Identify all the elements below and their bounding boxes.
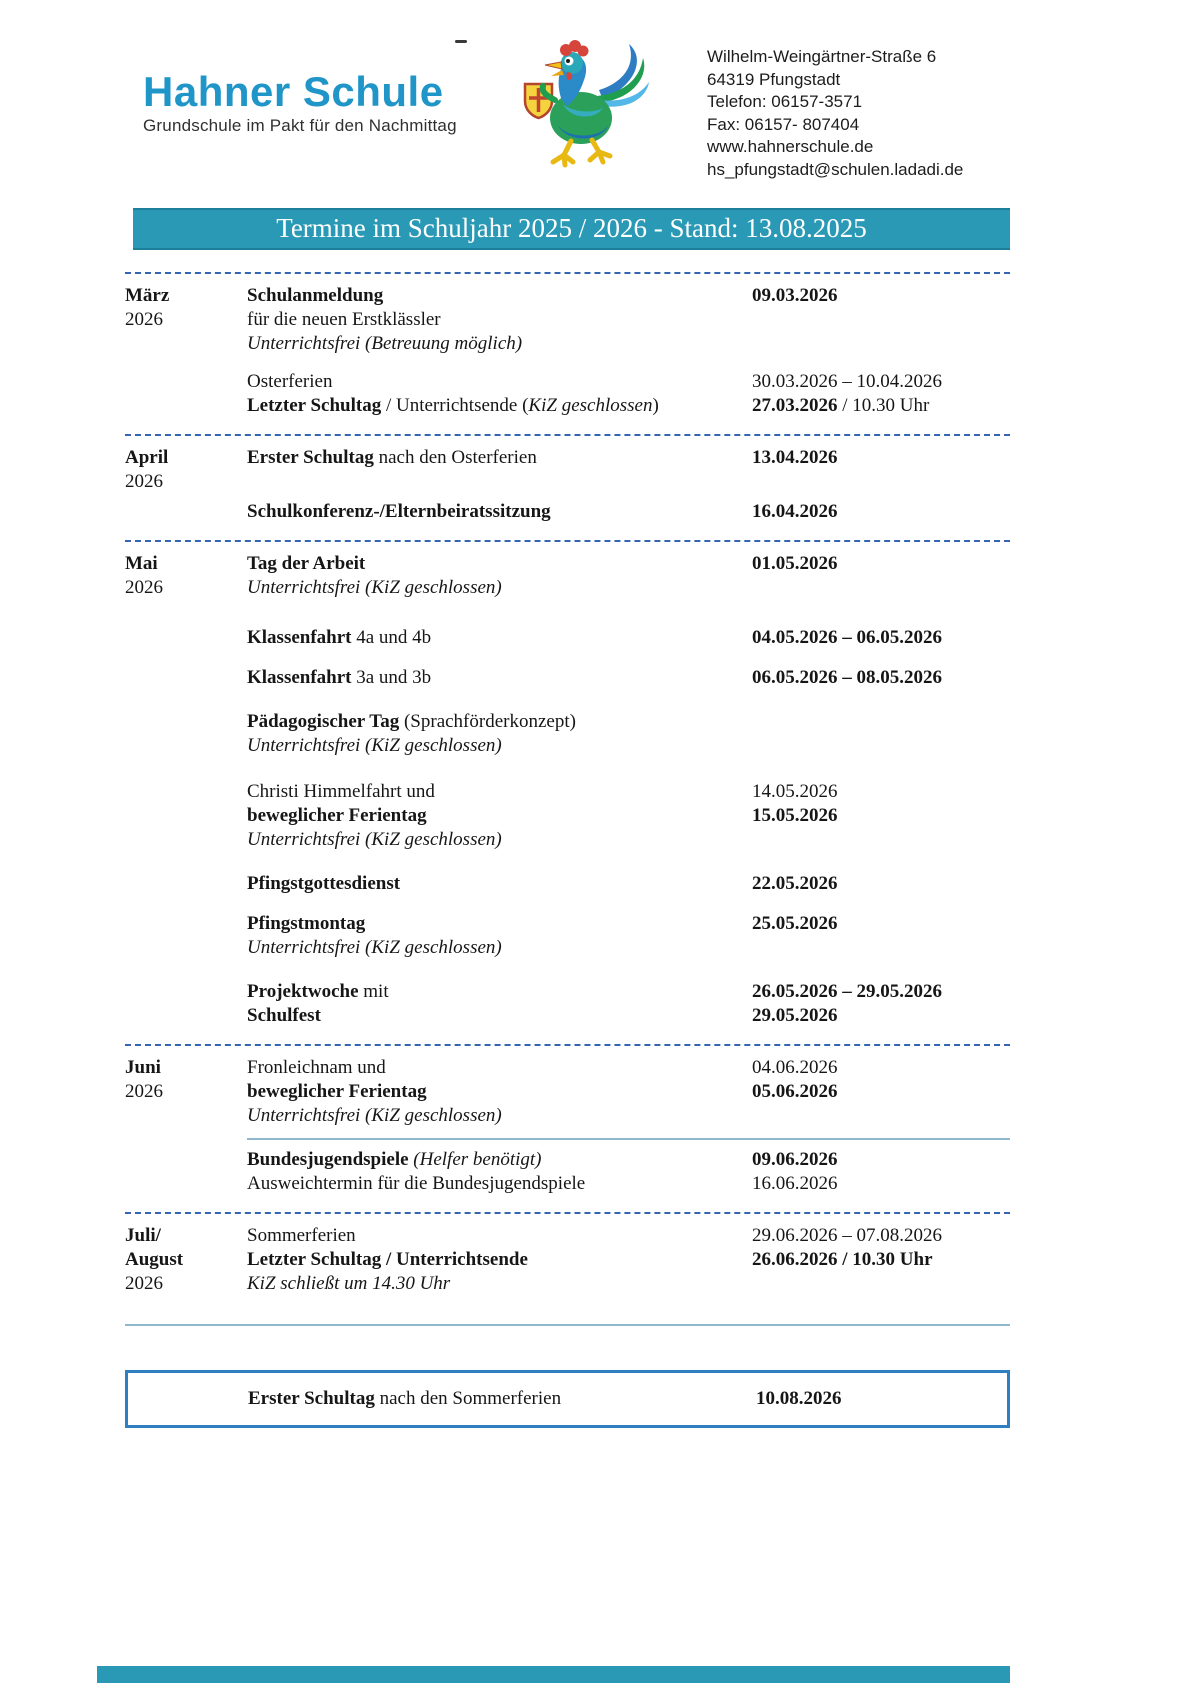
schedule-table	[125, 272, 1010, 1428]
text-span: 4a und 4b	[351, 627, 432, 648]
event-cell	[247, 284, 752, 356]
date-line	[752, 500, 1010, 524]
text-span: 06.05.2026 – 08.05.2026	[752, 667, 942, 688]
text-span: 27.03.2026	[752, 395, 838, 416]
text-span: Unterrichtsfrei (KiZ geschlossen)	[247, 937, 502, 958]
text-span: 09.06.2026	[752, 1149, 838, 1170]
text-span: Schulfest	[247, 1005, 321, 1026]
text-span: )	[652, 395, 659, 416]
text-span: 25.05.2026	[752, 913, 838, 934]
month-line: 2026	[125, 309, 163, 330]
text-span: 13.04.2026	[752, 447, 838, 468]
text-span: 3a und 3b	[351, 667, 432, 688]
text-span: 22.05.2026	[752, 873, 838, 894]
section-content	[247, 1056, 1010, 1196]
text-span: (Helfer benötigt)	[413, 1149, 542, 1170]
event-line	[247, 804, 752, 828]
date-line	[756, 1387, 1007, 1411]
date-line	[752, 980, 1010, 1004]
month-line: August	[125, 1249, 184, 1270]
text-span: 29.05.2026	[752, 1005, 838, 1026]
date-cell	[752, 1224, 1010, 1296]
date-cell	[752, 284, 1010, 356]
month-line: 2026	[125, 577, 163, 598]
date-cell	[752, 552, 1010, 600]
month-label	[125, 1056, 247, 1196]
date-line	[752, 284, 1010, 308]
section-content	[247, 1224, 1010, 1296]
text-span: 04.06.2026	[752, 1057, 838, 1078]
date-line	[752, 394, 1010, 418]
table-row	[247, 980, 1010, 1028]
date-line	[752, 1148, 1010, 1172]
date-line	[752, 780, 1010, 804]
date-line	[752, 1004, 1010, 1028]
date-line	[752, 552, 1010, 576]
text-span: KiZ geschlossen	[528, 395, 653, 416]
next-page-title-bar-fragment	[97, 1666, 1010, 1683]
event-line	[247, 936, 752, 960]
text-span: 26.05.2026 – 29.05.2026	[752, 981, 942, 1002]
text-span: Christi Himmelfahrt und	[247, 781, 435, 802]
text-span: Unterrichtsfrei (KiZ geschlossen)	[247, 735, 502, 756]
event-line	[247, 308, 752, 332]
event-cell	[247, 666, 752, 690]
date-line	[752, 626, 1010, 650]
event-line	[247, 666, 752, 690]
table-row	[247, 780, 1010, 852]
date-line	[752, 446, 1010, 470]
date-line	[752, 1224, 1010, 1248]
date-cell	[752, 626, 1010, 650]
event-line	[247, 980, 752, 1004]
month-line: April	[125, 447, 169, 468]
event-line	[247, 1224, 752, 1248]
text-span: Tag der Arbeit	[247, 553, 366, 574]
event-cell	[247, 626, 752, 650]
month-line: Mai	[125, 553, 158, 574]
table-row	[247, 552, 1010, 600]
school-logo	[143, 70, 457, 136]
event-cell	[247, 980, 752, 1028]
text-span: 16.06.2026	[752, 1173, 838, 1194]
event-line	[247, 780, 752, 804]
event-line	[247, 828, 752, 852]
event-line	[247, 1248, 752, 1272]
text-span: (Sprachförderkonzept)	[399, 711, 576, 732]
table-row	[247, 666, 1010, 690]
first-day-box	[125, 1370, 1010, 1428]
contact-line: 64319 Pfungstadt	[707, 69, 841, 89]
event-cell	[247, 780, 752, 852]
text-span: Unterrichtsfrei (KiZ geschlossen)	[247, 1105, 502, 1126]
month-line: 2026	[125, 471, 163, 492]
section-content	[247, 552, 1010, 1028]
date-line	[752, 804, 1010, 828]
event-line	[247, 1104, 752, 1128]
event-line	[247, 332, 752, 356]
event-line	[247, 284, 752, 308]
event-cell	[247, 500, 752, 524]
table-row	[247, 1148, 1010, 1196]
table-row	[128, 1387, 1007, 1411]
text-span: 09.03.2026	[752, 285, 838, 306]
text-span: Ausweichtermin für die Bundesjugendspiele	[247, 1173, 586, 1194]
table-row	[247, 912, 1010, 960]
event-line	[247, 1004, 752, 1028]
section-content	[247, 284, 1010, 418]
text-span: Unterrichtsfrei (KiZ geschlossen)	[247, 829, 502, 850]
date-cell	[752, 912, 1010, 960]
text-span: nach den Sommerferien	[374, 1388, 562, 1409]
event-cell	[247, 446, 752, 470]
text-span: Pädagogischer Tag	[247, 711, 400, 732]
event-line	[247, 912, 752, 936]
date-cell	[752, 872, 1010, 896]
date-cell	[752, 780, 1010, 852]
text-span: / Unterrichtsende (	[381, 395, 529, 416]
text-span: 05.06.2026	[752, 1081, 838, 1102]
text-span: 14.05.2026	[752, 781, 838, 802]
event-line	[247, 872, 752, 896]
text-span: Pfingstgottesdienst	[247, 873, 401, 894]
text-span: Schulanmeldung	[247, 285, 384, 306]
contact-line: Fax: 06157- 807404	[707, 114, 860, 134]
text-span: Schulkonferenz-/Elternbeiratssitzung	[247, 501, 551, 522]
event-line	[247, 734, 752, 758]
text-span: Letzter Schultag / Unterrichtsende	[247, 1249, 528, 1270]
date-line	[752, 912, 1010, 936]
event-line	[247, 1148, 752, 1172]
event-cell	[247, 912, 752, 960]
table-row	[247, 1224, 1010, 1296]
event-cell	[247, 710, 752, 758]
contact-line: Wilhelm-Weingärtner-Straße 6	[707, 47, 937, 66]
table-row	[247, 446, 1010, 470]
event-line	[247, 552, 752, 576]
text-span: Letzter Schultag	[247, 395, 382, 416]
date-line	[752, 1056, 1010, 1080]
event-line	[247, 1080, 752, 1104]
month-line: Juli/	[125, 1225, 161, 1246]
schedule-section	[125, 272, 1010, 434]
text-span: Projektwoche	[247, 981, 359, 1002]
event-line	[247, 500, 752, 524]
event-cell	[247, 370, 752, 418]
section-content	[247, 446, 1010, 524]
date-cell	[752, 370, 1010, 418]
event-cell	[247, 1224, 752, 1296]
schedule-section	[125, 434, 1010, 540]
text-span: 16.04.2026	[752, 501, 838, 522]
event-line	[247, 370, 752, 394]
event-line	[247, 710, 752, 734]
event-cell	[247, 872, 752, 896]
date-cell	[752, 1148, 1010, 1196]
month-line: März	[125, 285, 170, 306]
date-cell	[752, 446, 1010, 470]
contact-line: Telefon: 06157-3571	[707, 92, 863, 111]
text-span: Sommerferien	[247, 1225, 356, 1246]
text-span: beweglicher Ferientag	[247, 1081, 427, 1102]
separator-line	[247, 1138, 1010, 1140]
schedule-section	[125, 1044, 1010, 1212]
separator-line	[125, 1324, 1010, 1326]
text-span: 10.08.2026	[756, 1388, 842, 1409]
month-label	[125, 552, 247, 1028]
text-span: für die neuen Erstklässler	[247, 309, 441, 330]
table-row	[247, 872, 1010, 896]
event-cell	[247, 1148, 752, 1196]
date-cell	[752, 666, 1010, 690]
text-span: Klassenfahrt	[247, 627, 352, 648]
text-span: Bundesjugendspiele	[247, 1149, 409, 1170]
school-subtitle: Grundschule im Pakt für den Nachmittag	[143, 116, 457, 135]
event-cell	[247, 1056, 752, 1128]
event-line	[247, 446, 752, 470]
text-span: nach den Osterferien	[373, 447, 537, 468]
table-row	[247, 500, 1010, 524]
date-line	[752, 1248, 1010, 1272]
event-line	[248, 1387, 756, 1411]
event-line	[247, 626, 752, 650]
text-span: KiZ schließt um 14.30 Uhr	[247, 1273, 451, 1294]
table-row	[247, 1056, 1010, 1128]
text-span: 29.06.2026 – 07.08.2026	[752, 1225, 942, 1246]
event-line	[247, 1056, 752, 1080]
date-line	[752, 1172, 1010, 1196]
document-title-bar: Termine im Schuljahr 2025 / 2026 - Stand: 13.08.2025	[133, 208, 1010, 250]
date-cell	[752, 500, 1010, 524]
text-span: Erster Schultag	[248, 1388, 375, 1409]
date-cell	[752, 980, 1010, 1028]
schedule-section	[125, 540, 1010, 1044]
month-line: Juni	[125, 1057, 161, 1078]
text-span: beweglicher Ferientag	[247, 805, 427, 826]
date-line	[752, 666, 1010, 690]
school-name: Hahner Schule	[143, 68, 444, 115]
month-label	[125, 446, 247, 524]
text-span: Klassenfahrt	[247, 667, 352, 688]
month-line: 2026	[125, 1081, 163, 1102]
date-line	[752, 1080, 1010, 1104]
rooster-mascot-icon	[505, 38, 655, 176]
table-row	[247, 710, 1010, 758]
text-span: Erster Schultag	[247, 447, 374, 468]
schedule-section	[125, 1212, 1010, 1312]
event-line	[247, 1272, 752, 1296]
text-span: 04.05.2026 – 06.05.2026	[752, 627, 942, 648]
month-label	[125, 284, 247, 418]
table-row	[247, 284, 1010, 356]
table-row	[247, 370, 1010, 418]
event-line	[247, 576, 752, 600]
text-span: Osterferien	[247, 371, 333, 392]
text-span: 30.03.2026 – 10.04.2026	[752, 371, 942, 392]
event-cell	[248, 1387, 756, 1411]
contact-line: hs_pfungstadt@schulen.ladadi.de	[707, 159, 964, 179]
contact-line: www.hahnerschule.de	[707, 137, 874, 156]
event-cell	[247, 552, 752, 600]
date-cell	[752, 1056, 1010, 1128]
date-cell	[752, 710, 1010, 758]
text-span: 15.05.2026	[752, 805, 838, 826]
event-line	[247, 394, 752, 418]
contact-block	[707, 46, 963, 181]
event-line	[247, 1172, 752, 1196]
text-span: Unterrichtsfrei (KiZ geschlossen)	[247, 577, 502, 598]
table-row	[247, 626, 1010, 650]
date-cell	[756, 1387, 1007, 1411]
text-span: mit	[358, 981, 389, 1002]
date-line	[752, 872, 1010, 896]
text-span: / 10.30 Uhr	[837, 395, 930, 416]
text-span: Fronleichnam und	[247, 1057, 386, 1078]
text-span: Pfingstmontag	[247, 913, 366, 934]
text-span: 01.05.2026	[752, 553, 838, 574]
scan-dash-mark	[455, 40, 467, 43]
text-span: 26.06.2026 / 10.30 Uhr	[752, 1249, 933, 1270]
month-label	[125, 1224, 247, 1296]
month-line: 2026	[125, 1273, 163, 1294]
text-span: Unterrichtsfrei (Betreuung möglich)	[247, 333, 523, 354]
date-line	[752, 370, 1010, 394]
